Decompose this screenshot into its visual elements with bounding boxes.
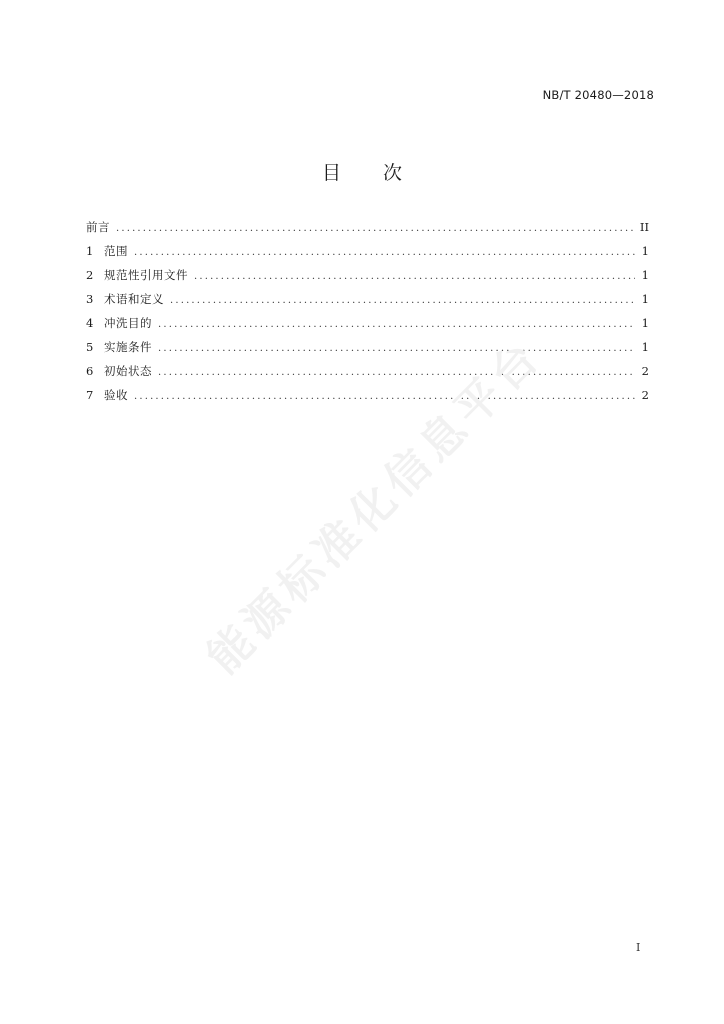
toc-leader-dots — [134, 391, 635, 402]
toc-leader-dots — [194, 271, 635, 282]
toc-entry-scope[interactable] — [86, 243, 649, 267]
toc-entry-number: 5 — [86, 340, 94, 354]
toc-entry-page: 1 — [641, 292, 649, 306]
toc-leader-dots — [158, 343, 635, 354]
toc-entry-flushing-purpose[interactable] — [86, 315, 649, 339]
toc-entry-label: 验收 — [104, 388, 128, 402]
toc-leader-dots — [158, 319, 635, 330]
toc-entry-initial-state[interactable] — [86, 363, 649, 387]
toc-leader-dots — [134, 247, 635, 258]
toc-leader-dots — [170, 295, 635, 306]
toc-title — [0, 158, 724, 185]
toc-entry-page: 1 — [641, 316, 649, 330]
toc-entry-number: 7 — [86, 388, 94, 402]
toc-entry-number: 6 — [86, 364, 94, 378]
watermark: 能源标准化信息平台 — [197, 329, 553, 684]
toc-entry-page: 1 — [641, 244, 649, 258]
toc-entry-label: 冲洗目的 — [104, 316, 152, 330]
toc-entry-number: 2 — [86, 268, 94, 282]
toc-entry-number: 1 — [86, 244, 94, 258]
toc-entry-page: II — [639, 220, 649, 234]
toc-entry-label: 前言 — [86, 220, 110, 234]
toc-entry-label: 术语和定义 — [104, 292, 164, 306]
toc-entry-page: 2 — [641, 364, 649, 378]
toc-entry-number: 4 — [86, 316, 94, 330]
toc-entry-label: 初始状态 — [104, 364, 152, 378]
toc-entry-label: 范围 — [104, 244, 128, 258]
standard-number: NB/T 20480—2018 — [542, 88, 654, 102]
toc-entry-page: 1 — [641, 340, 649, 354]
toc-entry-foreword[interactable] — [86, 219, 649, 243]
toc-entry-terms-definitions[interactable] — [86, 291, 649, 315]
toc-list — [86, 219, 649, 411]
toc-leader-dots — [116, 223, 634, 234]
toc-entry-page: 1 — [641, 268, 649, 282]
toc-entry-number: 3 — [86, 292, 94, 306]
toc-entry-acceptance[interactable] — [86, 387, 649, 411]
toc-entry-normative-references[interactable] — [86, 267, 649, 291]
toc-entry-page: 2 — [641, 388, 649, 402]
toc-entry-implementation-conditions[interactable] — [86, 339, 649, 363]
toc-entry-label: 规范性引用文件 — [104, 268, 188, 282]
toc-entry-label: 实施条件 — [104, 340, 152, 354]
toc-title-char: 目 — [321, 162, 341, 184]
toc-leader-dots — [158, 367, 635, 378]
page-number: I — [636, 941, 641, 954]
toc-title-char: 次 — [383, 162, 403, 184]
